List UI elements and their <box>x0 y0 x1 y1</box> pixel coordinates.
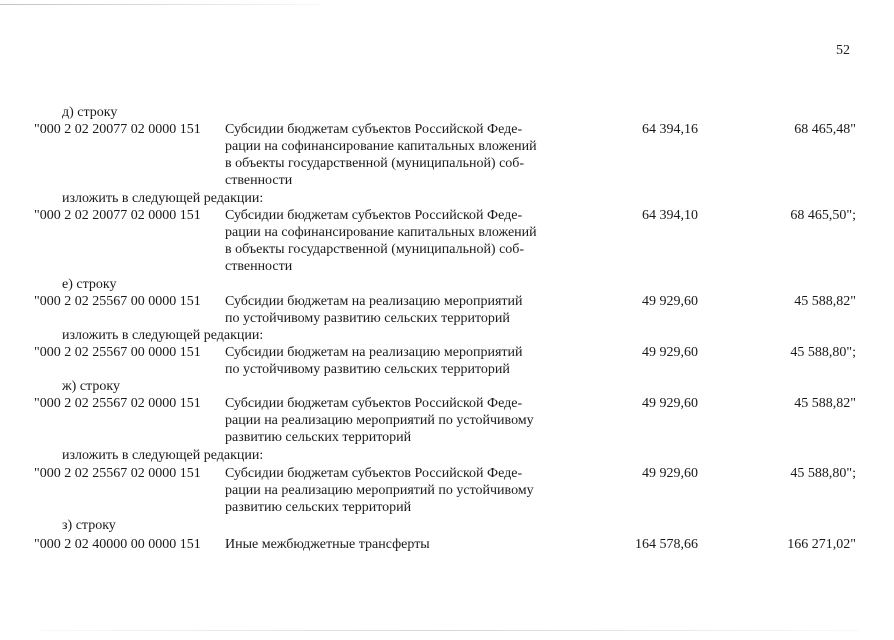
value-first-year: 49 929,60 <box>642 345 698 360</box>
row-description <box>225 344 561 378</box>
page-number: 52 <box>836 43 850 58</box>
budget-code: "000 2 02 40000 00 0000 151 <box>34 537 201 552</box>
value-first-year: 64 394,16 <box>642 122 698 137</box>
description-line: развитию сельских территорий <box>225 500 412 515</box>
value-second-year: 45 588,80"; <box>790 466 856 481</box>
description-line: по устойчивому развитию сельских территорий <box>225 362 510 377</box>
value-first-year: 49 929,60 <box>642 294 698 309</box>
budget-code: "000 2 02 25567 02 0000 151 <box>34 396 201 411</box>
value-first-year: 64 394,10 <box>642 208 698 223</box>
description-line: Субсидии бюджетам субъектов Российской Феде- <box>225 208 523 223</box>
row-description <box>225 207 561 275</box>
description-line: рации на реализацию мероприятий по устойчивому <box>225 483 534 498</box>
description-line: рации на софинансирование капитальных вложений <box>225 139 537 154</box>
description-line: по устойчивому развитию сельских территорий <box>225 311 510 326</box>
description-line: рации на софинансирование капитальных вложений <box>225 225 537 240</box>
value-first-year: 164 578,66 <box>635 537 698 552</box>
scan-edge-top <box>0 4 320 5</box>
budget-code: "000 2 02 20077 02 0000 151 <box>34 122 201 137</box>
description-line: развитию сельских территорий <box>225 430 412 445</box>
budget-code: "000 2 02 25567 00 0000 151 <box>34 294 201 309</box>
description-line: в объекты государственной (муниципальной) соб- <box>225 156 525 171</box>
budget-code: "000 2 02 25567 02 0000 151 <box>34 466 201 481</box>
description-line: в объекты государственной (муниципальной) соб- <box>225 242 525 257</box>
description-line: Субсидии бюджетам субъектов Российской Феде- <box>225 466 523 481</box>
row-description <box>225 293 561 327</box>
replace-label: изложить в следующей редакции: <box>62 448 264 463</box>
description-line: Субсидии бюджетам на реализацию мероприятий <box>225 294 523 309</box>
description-line: Субсидии бюджетам субъектов Российской Феде- <box>225 396 523 411</box>
scan-edge-bottom <box>40 630 860 631</box>
budget-code: "000 2 02 25567 00 0000 151 <box>34 345 201 360</box>
section-label-d: д) строку <box>62 105 118 120</box>
value-second-year: 68 465,50"; <box>790 208 856 223</box>
value-second-year: 45 588,82" <box>794 294 856 309</box>
value-second-year: 45 588,80"; <box>790 345 856 360</box>
description-line: рации на реализацию мероприятий по устойчивому <box>225 413 534 428</box>
replace-label: изложить в следующей редакции: <box>62 191 264 206</box>
value-second-year: 68 465,48" <box>794 122 856 137</box>
description-line: ственности <box>225 173 293 188</box>
section-label-e: е) строку <box>62 277 117 292</box>
description-line: Субсидии бюджетам на реализацию мероприятий <box>225 345 523 360</box>
value-second-year: 45 588,82" <box>794 396 856 411</box>
description-line: ственности <box>225 259 293 274</box>
section-label-z: з) строку <box>62 518 116 533</box>
description-line: Иные межбюджетные трансферты <box>225 537 430 552</box>
row-description <box>225 121 561 189</box>
section-label-zh: ж) строку <box>62 379 120 394</box>
value-first-year: 49 929,60 <box>642 396 698 411</box>
value-second-year: 166 271,02" <box>787 537 856 552</box>
row-description <box>225 465 561 516</box>
replace-label: изложить в следующей редакции: <box>62 328 264 343</box>
budget-code: "000 2 02 20077 02 0000 151 <box>34 208 201 223</box>
row-description <box>225 536 561 553</box>
description-line: Субсидии бюджетам субъектов Российской Феде- <box>225 122 523 137</box>
value-first-year: 49 929,60 <box>642 466 698 481</box>
row-description <box>225 395 561 446</box>
